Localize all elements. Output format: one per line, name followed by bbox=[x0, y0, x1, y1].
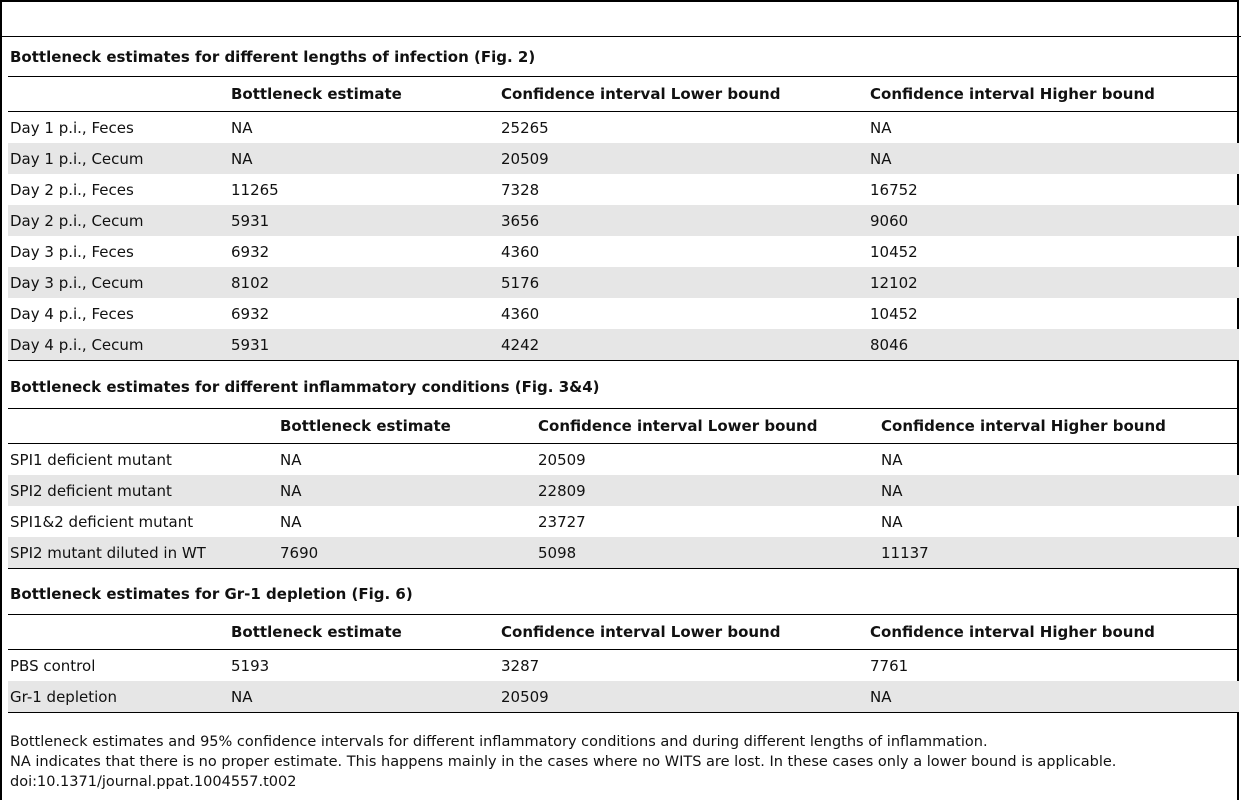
cell-lower: 3656 bbox=[501, 211, 540, 230]
section-title-infection-length: Bottleneck estimates for different lengths of infection (Fig. 2) bbox=[10, 48, 536, 66]
table-row bbox=[8, 444, 1239, 476]
cell-higher: 12102 bbox=[870, 273, 918, 292]
header-cell: Confidence interval Lower bound bbox=[501, 85, 781, 103]
table-inflammatory-conditions bbox=[8, 408, 1239, 569]
header-cell: Confidence interval Lower bound bbox=[501, 623, 781, 641]
cell-higher: NA bbox=[881, 481, 903, 500]
table-row bbox=[8, 329, 1239, 361]
cell-lower: 25265 bbox=[501, 118, 549, 137]
cell-estimate: NA bbox=[280, 512, 302, 531]
table-row bbox=[8, 475, 1239, 506]
table-row bbox=[8, 143, 1239, 174]
cell-estimate: 5193 bbox=[231, 656, 270, 675]
row-label: Gr-1 depletion bbox=[10, 687, 117, 706]
cell-higher: 16752 bbox=[870, 180, 918, 199]
row-label: SPI2 deficient mutant bbox=[10, 481, 172, 500]
cell-estimate: NA bbox=[280, 481, 302, 500]
row-label: Day 2 p.i., Feces bbox=[10, 180, 134, 199]
top-rule bbox=[0, 36, 1241, 37]
cell-higher: 11137 bbox=[881, 543, 929, 562]
table-row bbox=[8, 650, 1239, 682]
cell-estimate: NA bbox=[231, 687, 253, 706]
cell-lower: 20509 bbox=[538, 450, 586, 469]
table-row bbox=[8, 506, 1239, 537]
cell-estimate: 6932 bbox=[231, 242, 270, 261]
header-cell: Confidence interval Higher bound bbox=[870, 85, 1155, 103]
header-cell bbox=[8, 77, 229, 112]
cell-estimate: NA bbox=[231, 118, 253, 137]
table-infection-length bbox=[8, 76, 1239, 361]
row-label: PBS control bbox=[10, 656, 96, 675]
section-title-inflammatory-conditions: Bottleneck estimates for different inflammatory conditions (Fig. 3&4) bbox=[10, 378, 600, 396]
cell-lower: 20509 bbox=[501, 149, 549, 168]
header-row bbox=[8, 409, 1239, 444]
cell-lower: 7328 bbox=[501, 180, 540, 199]
cell-higher: 10452 bbox=[870, 242, 918, 261]
cell-higher: NA bbox=[870, 118, 892, 137]
table-row bbox=[8, 681, 1239, 713]
table-row bbox=[8, 298, 1239, 329]
section-title-gr1-depletion: Bottleneck estimates for Gr-1 depletion (Fig. 6) bbox=[10, 585, 413, 603]
footnote-na-explanation: NA indicates that there is no proper estimate. This happens mainly in the cases where no WITS are lost. In these cases only a lower bound is applicable. bbox=[10, 754, 1117, 770]
cell-lower: 22809 bbox=[538, 481, 586, 500]
cell-lower: 4360 bbox=[501, 304, 540, 323]
cell-lower: 3287 bbox=[501, 656, 540, 675]
cell-estimate: NA bbox=[231, 149, 253, 168]
header-cell: Confidence interval Higher bound bbox=[881, 417, 1166, 435]
row-label: Day 3 p.i., Feces bbox=[10, 242, 134, 261]
header-cell: Confidence interval Lower bound bbox=[538, 417, 818, 435]
row-label: Day 1 p.i., Cecum bbox=[10, 149, 144, 168]
cell-lower: 4242 bbox=[501, 335, 540, 354]
header-cell bbox=[8, 409, 278, 444]
row-label: Day 4 p.i., Cecum bbox=[10, 335, 144, 354]
cell-higher: 10452 bbox=[870, 304, 918, 323]
header-cell: Bottleneck estimate bbox=[231, 85, 402, 103]
header-cell: Bottleneck estimate bbox=[231, 623, 402, 641]
cell-estimate: 7690 bbox=[280, 543, 319, 562]
table-row bbox=[8, 236, 1239, 267]
cell-estimate: 5931 bbox=[231, 211, 270, 230]
table-row bbox=[8, 174, 1239, 205]
header-row bbox=[8, 77, 1239, 112]
header-row bbox=[8, 615, 1239, 650]
table-footnotes bbox=[10, 732, 1230, 792]
cell-higher: 8046 bbox=[870, 335, 909, 354]
row-label: Day 2 p.i., Cecum bbox=[10, 211, 144, 230]
cell-lower: 5098 bbox=[538, 543, 577, 562]
row-label: SPI1&2 deficient mutant bbox=[10, 512, 194, 531]
cell-estimate: 5931 bbox=[231, 335, 270, 354]
cell-lower: 23727 bbox=[538, 512, 586, 531]
table-gr1-depletion bbox=[8, 614, 1239, 713]
cell-higher: 7761 bbox=[870, 656, 909, 675]
cell-higher: 9060 bbox=[870, 211, 909, 230]
header-cell: Bottleneck estimate bbox=[280, 417, 451, 435]
row-label: SPI1 deficient mutant bbox=[10, 450, 172, 469]
cell-estimate: NA bbox=[280, 450, 302, 469]
cell-higher: NA bbox=[881, 512, 903, 531]
table-row bbox=[8, 205, 1239, 236]
table-row bbox=[8, 112, 1239, 144]
row-label: Day 1 p.i., Feces bbox=[10, 118, 134, 137]
cell-lower: 5176 bbox=[501, 273, 540, 292]
cell-higher: NA bbox=[870, 149, 892, 168]
table-row bbox=[8, 267, 1239, 298]
header-cell: Confidence interval Higher bound bbox=[870, 623, 1155, 641]
cell-lower: 4360 bbox=[501, 242, 540, 261]
cell-estimate: 6932 bbox=[231, 304, 270, 323]
footnote-doi: doi:10.1371/journal.ppat.1004557.t002 bbox=[10, 774, 297, 790]
cell-higher: NA bbox=[881, 450, 903, 469]
row-label: Day 4 p.i., Feces bbox=[10, 304, 134, 323]
cell-estimate: 8102 bbox=[231, 273, 270, 292]
row-label: Day 3 p.i., Cecum bbox=[10, 273, 144, 292]
footnote-caption: Bottleneck estimates and 95% confidence intervals for different inflammatory conditions and during different lengths of inflammation. bbox=[10, 734, 988, 750]
header-cell bbox=[8, 615, 229, 650]
table-row bbox=[8, 537, 1239, 569]
cell-higher: NA bbox=[870, 687, 892, 706]
row-label: SPI2 mutant diluted in WT bbox=[10, 543, 206, 562]
cell-estimate: 11265 bbox=[231, 180, 279, 199]
cell-lower: 20509 bbox=[501, 687, 549, 706]
